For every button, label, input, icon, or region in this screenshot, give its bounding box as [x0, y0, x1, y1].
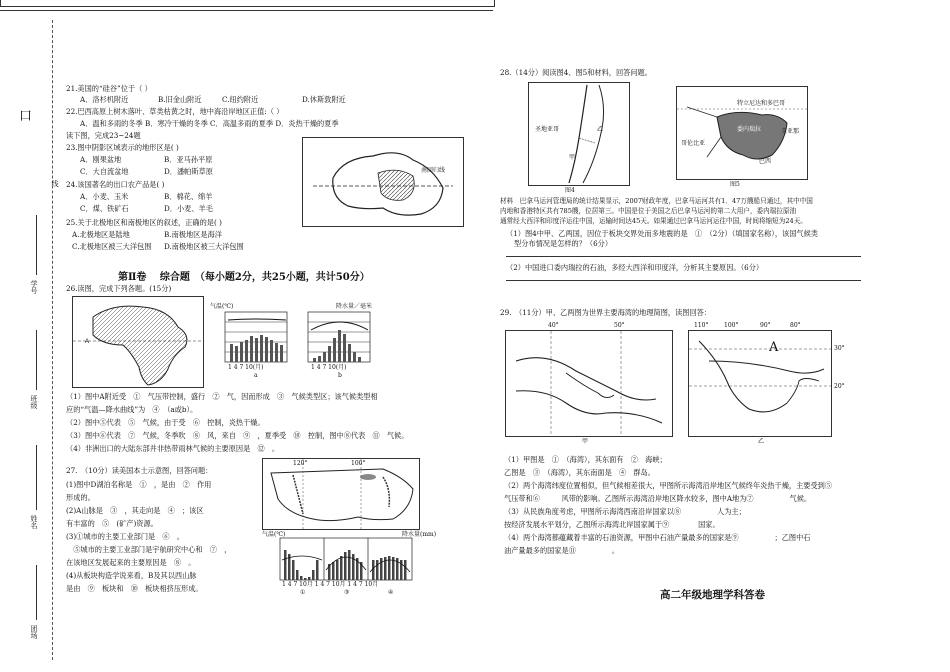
fig5-caption: 图5	[730, 181, 740, 188]
tropic-label: 南回归线	[421, 167, 446, 174]
usa-lon-120: 120°	[293, 460, 308, 467]
svg-text:A: A	[85, 339, 90, 345]
fig4-map	[528, 82, 630, 186]
q27-line5: (3)①城市的主要工业部门是 ⑥ 。	[66, 532, 184, 541]
q21-opt-d: D.休斯敦附近	[302, 95, 346, 104]
q29-line1: （1）甲图是 ① （海湾），其东面有 ② 海峡；	[504, 455, 667, 464]
q29-line7: （4）两个海湾都蕴藏着丰富的石油资源，甲图中石油产量最多的国家是⑨ ；乙图中石	[504, 533, 811, 542]
q25-opt-c: C.北极地区被三大洋包围	[72, 242, 152, 251]
margin-tuanchang: 团场	[30, 625, 38, 639]
q21: 21.美国的“硅谷”位于（ ）	[66, 84, 152, 93]
material-line2: 内地和香港特区共有785艘，位居第三。中国是位于美国之后巴拿马运河的第二大用户，委内瑞拉原油	[500, 207, 797, 215]
map-jia-svg	[506, 331, 672, 436]
q23-24-intro: 读下图，完成23~24题	[66, 131, 141, 140]
margin-tuanchang-line	[36, 565, 37, 620]
q28-part1b: 型分布情况是怎样的？（6分）	[514, 239, 613, 248]
q27: 27. （10分）读美国本土示意图，回答问题：	[66, 466, 213, 475]
q22: 22.巴西高原上树木落叶、草类枯黄之时，地中海沿岸地区正值:（ ）	[66, 107, 284, 116]
q23-opt-d: D．潘帕斯草原	[164, 167, 213, 176]
q26-line4: （3）图中⑥代表 ⑦ 气候，冬季吹 ⑧ 风，来自 ⑨ ，夏季受 ⑩ 控制，图中⑧代表 ⑪ 气候。	[66, 431, 409, 440]
fig4-map-svg	[529, 83, 629, 185]
q27-id-1: ①	[300, 589, 306, 596]
q26-line2: 应的“气温—降水曲线”为 ④ （a或b）。	[66, 405, 198, 414]
q24-opt-b: B．棉花、绵羊	[164, 192, 213, 201]
q29-line4: 气压带和⑥ 风带的影响。乙图所示海湾沿岸地区降水较多，图中A地为⑦ 气候。	[504, 494, 812, 503]
usa-lon-100: 100°	[351, 460, 366, 467]
q26-line3: （2）图中⑤代表 ⑤ 气候，由于受 ⑥ 控制，炎热干燥。	[66, 418, 265, 427]
q25-opt-d: D.南极地区被三大洋包围	[164, 242, 244, 251]
q24-opt-a: A．小麦、玉米	[80, 192, 129, 201]
map-jia-lon-40: 40°	[548, 322, 559, 329]
q26-axis-b: 1 4 7 10(月)	[311, 364, 347, 371]
q23-opt-b: B．亚马孙平原	[164, 155, 213, 164]
map-yi-A: A	[769, 340, 779, 355]
q28-part1: （1）图4中甲、乙两国，因位于板块交界处而多地震的是 ① （2分）（填国家名称），该国气候类	[506, 229, 818, 238]
map-yi-lat-30: 30°	[834, 345, 845, 352]
q29-line3: （2）两个海湾纬度位置相似，但气候相差很大，甲图所示海湾沿岸地区气候终年炎热干燥，主要受到⑤	[504, 481, 833, 490]
fig4-label-santiago: 圣地亚哥	[535, 126, 560, 133]
australia-map-svg	[303, 138, 463, 226]
map-yi-lon-80: 80°	[790, 322, 801, 329]
q27-line8: (4)从板块构造学说来看，B及其以西山脉	[66, 571, 197, 580]
q26-climate-charts	[210, 300, 385, 380]
q26-axis-a: 1 4 7 10(月)	[228, 364, 264, 371]
q26-line1: （1）图中A附近受 ① 气压带控制，盛行 ② 气，因而形成 ③ 气候类型区；该气候类型相	[66, 392, 378, 401]
q27-axis: 1 4 7 10月 1 4 7 10月 1 4 7 10月	[282, 581, 379, 588]
q26: 26.读图，完成下列各题。(15分)	[66, 284, 172, 293]
q25-opt-a: A.北极地区是陆地	[72, 230, 130, 239]
part2-title: 第Ⅱ卷 综合题 （每小题2分，共25小题，共计50分）	[118, 272, 370, 283]
q27-line7: 在该地区发展起来的主要原因是 ⑧ 。	[66, 558, 196, 567]
q24: 24.该国著名的出口农产品是( )	[66, 180, 165, 189]
q21-opt-a: A．洛杉机附近	[80, 95, 129, 104]
q25-opt-b: B.南极地区是海洋	[164, 230, 222, 239]
q27-line9: 是由 ⑨ 板块和 ⑩ 板块相挤压形成。	[66, 584, 203, 593]
margin-xian: 线	[51, 180, 59, 187]
map-yi-svg	[689, 331, 831, 436]
q27-line6: ⑤城市的主要工业部门是宇航研究中心和 ⑦ ，	[66, 545, 232, 554]
q27-temp-label: 气温(℃)	[262, 531, 286, 538]
q27-line4: 有丰富的 ⑤ (矿产)资源。	[66, 519, 158, 528]
fig5-label-colombia: 哥伦比亚	[681, 140, 706, 147]
q28-answer-line2	[506, 280, 861, 281]
map-yi-lon-110: 110°	[694, 322, 709, 329]
map-yi	[688, 330, 832, 437]
africa-map	[72, 296, 204, 388]
margin-dashed-line	[52, 20, 53, 660]
q22-options: A．温和多雨的冬季 B．寒冷干燥的冬季 C．高温多雨的夏季 D．炎热干燥的夏季	[80, 119, 339, 128]
q27-id-4: ④	[388, 589, 394, 596]
q24-opt-d: D．小麦、羊毛	[164, 204, 213, 213]
fig5-label-brazil: 巴西	[759, 158, 772, 165]
q27-line3: (2)A山脉是 ③ ，其走向是 ④ ；该区	[66, 506, 204, 515]
q25: 25.关于北极地区和南极地区的叙述，正确的是( )	[66, 218, 222, 227]
q21-opt-b: B.旧金山附近	[158, 95, 202, 104]
fig5-label-guyana: 圭亚那	[781, 128, 800, 135]
margin-xuehao-line	[36, 215, 37, 275]
top-rule	[0, 10, 493, 11]
map-yi-lat-20: 20°	[834, 383, 845, 390]
usa-map	[262, 458, 420, 530]
map-yi-lon-90: 90°	[760, 322, 771, 329]
q26-label-b: b	[338, 372, 342, 379]
q24-opt-c: C．煤、铁矿石	[80, 204, 129, 213]
q27-climate-charts	[262, 530, 437, 596]
africa-map-svg	[73, 297, 203, 387]
margin-xingming-line	[36, 445, 37, 510]
margin-banji: 班级	[30, 395, 38, 409]
q29: 29. （11分）甲、乙两图为世界主要海湾的地理简图，读图回答：	[500, 308, 712, 317]
fig4-label-yi: 乙	[597, 126, 604, 133]
margin-xingming: 姓名	[30, 515, 38, 529]
q26-line5: （4）非洲出口的大陆东部并非热带雨林气候的主要原因是 ⑫ 。	[66, 444, 280, 453]
answer-sheet-title: 高二年级地理学科答卷	[660, 589, 765, 601]
material-line1: 材料 巴拿马运河管理局的统计结果显示，2007财政年度，巴拿马运河共有1．47万艘船只通过，其中中国	[500, 197, 813, 205]
fig4-caption: 图4	[565, 187, 575, 194]
material-line3: 通常经大西洋和印度洋运往中国，运输时间达45天。如果通过巴拿马运河运往中国，时间将缩短为24天。	[500, 217, 807, 225]
q23-opt-c: C．大自流盆地	[80, 167, 129, 176]
map-jia	[505, 330, 673, 437]
q27-line1: (1)图中D湖泊名称是 ① ，是由 ② 作用	[66, 480, 212, 489]
fig4-label-jia: 甲	[569, 154, 576, 161]
fig5-label-venezuela: 委内瑞拉	[737, 126, 762, 133]
q28: 28.（14分）阅读图4、图5和材料，回答问题。	[500, 68, 652, 77]
map-yi-lon-100: 100°	[724, 322, 739, 329]
q29-line6: 按经济发展水平划分，乙图所示海湾北岸国家属于⑨ 国家。	[504, 520, 720, 529]
q27-precip-label: 降水量(mm)	[402, 531, 437, 538]
q23-opt-a: A．刚果盆地	[80, 155, 122, 164]
q28-part2: （2）中国进口委内瑞拉的石油，多经大西洋和印度洋，分析其主要原因。（6分）	[506, 263, 764, 272]
margin-xuehao: 学号	[30, 280, 38, 294]
fig5-label-trinidad: 特立尼达和多巴哥	[737, 100, 786, 107]
q27-id-3: ③	[344, 589, 350, 596]
q26-precip-label: 降水量／毫米	[336, 303, 373, 310]
q29-line8: 油产量最多的国家是⑪ 。	[504, 546, 620, 555]
q29-line2: 乙图是 ③ （海湾），其东南面是 ④ 群岛。	[504, 468, 655, 477]
q23: 23.图中阴影区域表示的地形区是( )	[66, 143, 179, 152]
q26-label-a: a	[254, 372, 258, 379]
q21-opt-c: C.纽约附近	[222, 95, 259, 104]
fig5-map	[676, 86, 808, 180]
margin-marker: 口	[19, 109, 33, 124]
australia-map	[302, 137, 464, 227]
q28-answer-line1	[506, 256, 861, 257]
top-border	[0, 0, 495, 7]
map-jia-lon-50: 50°	[614, 322, 625, 329]
q26-temp-label: 气温(℃)	[210, 303, 234, 310]
map-jia-caption: 甲	[582, 438, 589, 445]
usa-map-svg	[263, 459, 419, 529]
q27-line2: 形成的。	[66, 493, 95, 502]
q29-line5: （3）从民族角度考虑，甲图所示海湾西南沿岸国家以⑧ 人为主；	[504, 507, 746, 516]
margin-banji-line	[36, 330, 37, 390]
map-yi-caption: 乙	[758, 438, 765, 445]
